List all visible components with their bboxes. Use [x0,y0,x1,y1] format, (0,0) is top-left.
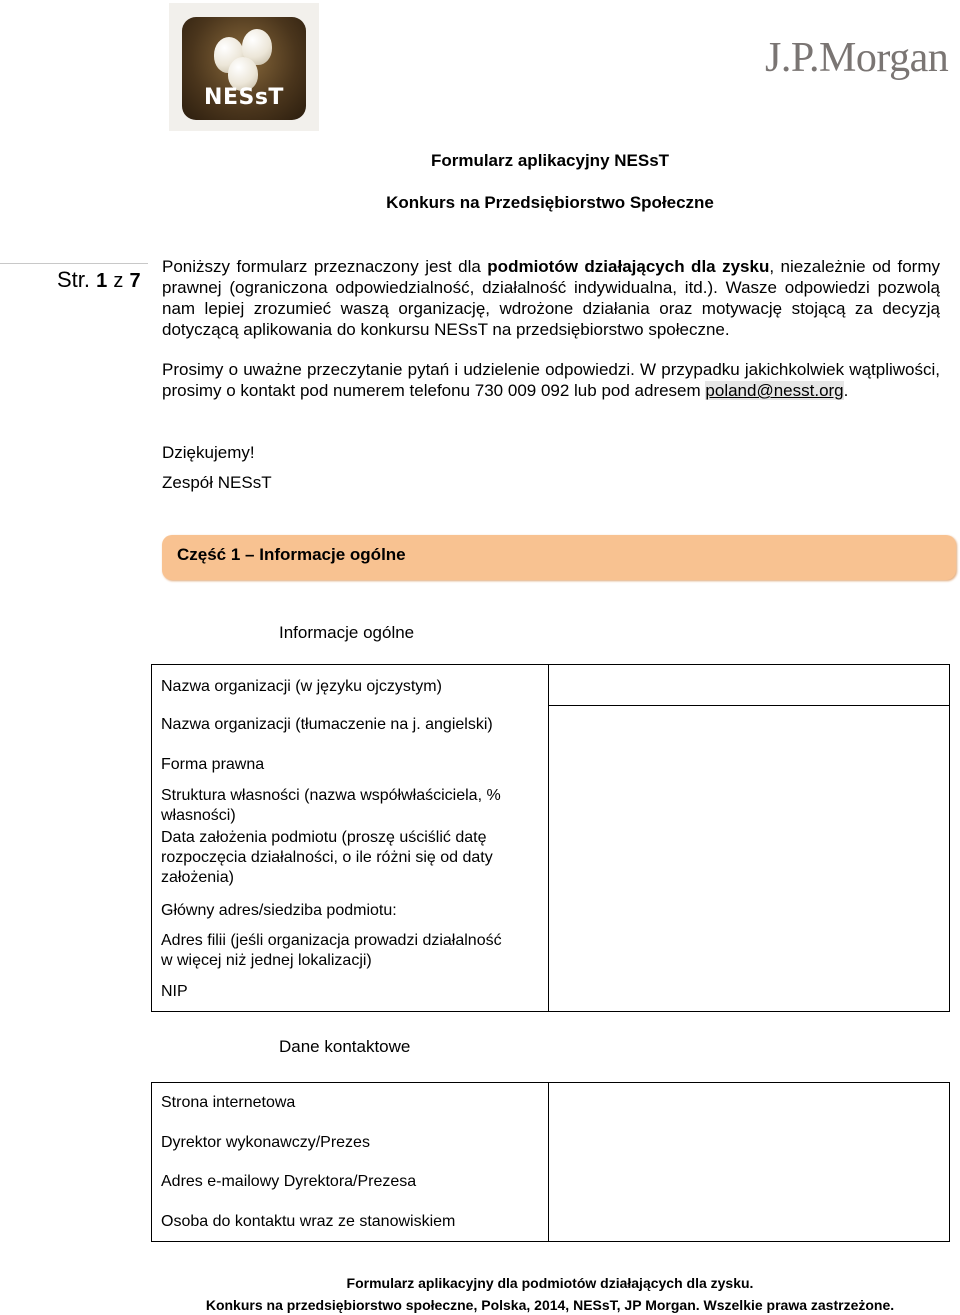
contact-text: Prosimy o uważne przeczytanie pytań i udzielenie odpowiedzi. W przypadku jakichkolwiek wątpliwości, prosimy o kontakt pod numerem telefonu 730 009 092 lub pod adresem [162,360,940,400]
thanks-text: Dziękujemy! [162,443,255,462]
footer-line-2: Konkurs na przedsiębiorstwo społeczne, Polska, 2014, NESsT, JP Morgan. Wszelkie prawa zastrzeżone. [205,1297,895,1313]
contact-info-table [151,1082,950,1242]
nest-eggs-image [182,17,306,120]
page-rule [0,263,148,264]
field-label: Osoba do kontaktu wraz ze stanowiskiem [161,1213,456,1230]
section-title: Część 1 – Informacje ogólne [177,545,406,564]
general-info-table [151,664,950,1012]
field-label: Strona internetowa [161,1094,296,1111]
field-label: Nazwa organizacji (w języku ojczystym) [161,678,442,695]
general-info-heading: Informacje ogólne [279,623,415,642]
page-separator: z [113,270,124,292]
jpmorgan-logo: J.P.Morgan [765,35,949,81]
team-signature: Zespół NESsT [162,473,272,492]
general-info-labels [152,665,549,1012]
section-banner [162,535,956,580]
contact-info-labels [152,1083,549,1242]
field-label: Dyrektor wykonawczy/Prezes [161,1134,370,1151]
intro-text-b: , niezależnie od formy prawnej (ograniczona odpowiedzialność, działalność indywidualna, itd.). Wasze odpowiedzi pozwolą nam lepiej zrozumieć waszą organizację, wdrożone działania oraz motywację stojącą za decyzją dotyczącą aplikowania do konkursu NESsT na przedsiębiorstwo społeczne. [162,257,940,339]
field-label: Forma prawna [161,756,265,773]
field-label: Główny adres/siedziba podmiotu: [161,902,397,919]
field-label: Adres filii (jeśli organizacja prowadzi działalność w więcej niż jednej lokalizacji) [161,932,502,969]
intro-text-bold: podmiotów działających dla zysku [487,257,770,276]
field-label: Struktura własności (nazwa współwłaściciela, % własności) [161,787,501,824]
page-indicator [57,267,141,293]
nesst-logo [169,3,319,131]
org-name-native-input[interactable] [549,665,949,706]
form-subtitle: Konkurs na Przedsiębiorstwo Społeczne [386,193,714,212]
form-title: Formularz aplikacyjny NESsT [430,151,670,170]
nesst-logo-text: NESsT [204,85,284,110]
page-total: 7 [129,270,141,292]
field-label: Adres e-mailowy Dyrektora/Prezesa [161,1173,417,1190]
intro-text-a: Poniższy formularz przeznaczony jest dla [162,257,488,276]
general-info-answer-area[interactable] [549,706,949,1011]
contact-info-answer-area[interactable] [549,1083,950,1242]
intro-paragraph [162,256,940,340]
footer-line-1: Formularz aplikacyjny dla podmiotów działających dla zysku. [346,1275,754,1291]
page-current: 1 [96,270,108,292]
field-label: NIP [161,983,188,1000]
contact-text-end: . [843,381,849,400]
general-info-inputs [549,665,950,1012]
email-link[interactable]: poland@nesst.org [705,381,844,400]
contact-info-heading: Dane kontaktowe [279,1037,411,1056]
contact-paragraph [162,359,940,401]
field-label: Data założenia podmiotu (proszę uściślić datę rozpoczęcia działalności, o ile różni się od daty założenia) [161,829,493,886]
page-prefix: Str. [57,267,91,292]
field-label: Nazwa organizacji (tłumaczenie na j. angielski) [161,716,493,733]
